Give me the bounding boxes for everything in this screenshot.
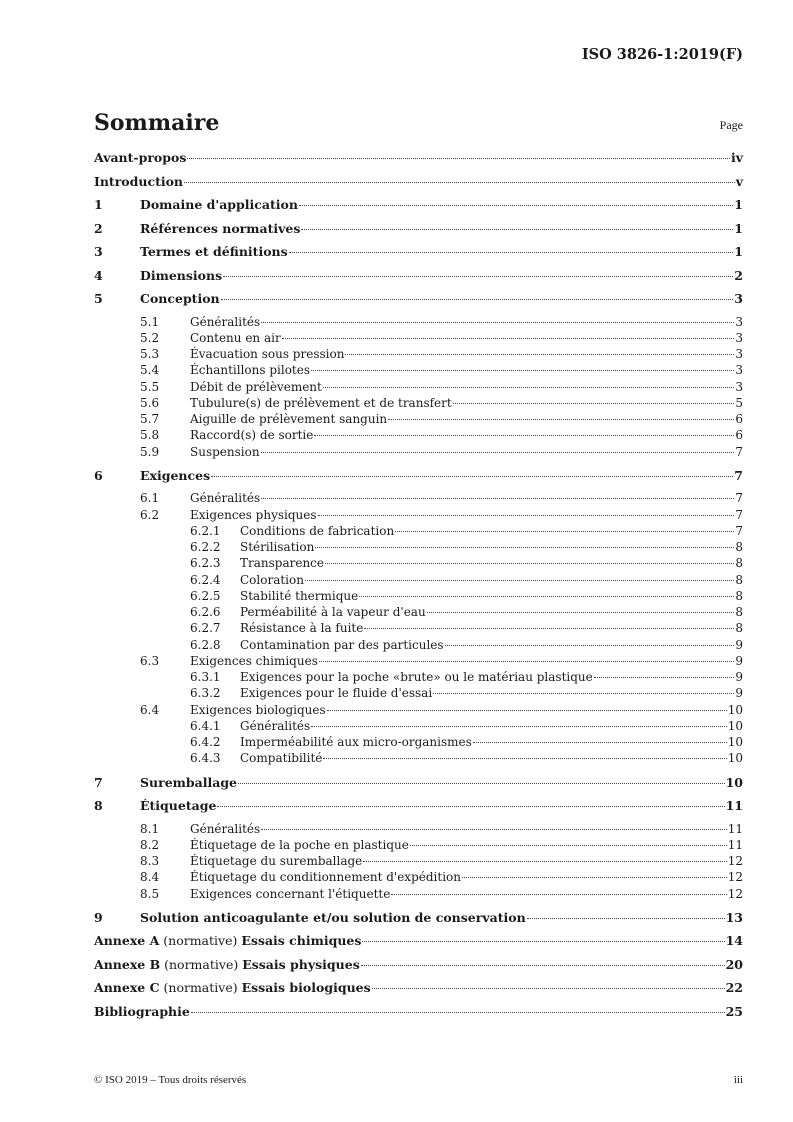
toc-entry[interactable] (94, 380, 743, 396)
toc-entry-page: 5 (735, 395, 743, 410)
toc-entry-title: Exigences concernant l'étiquette (190, 886, 391, 901)
toc-entry-title: Débit de prélèvement (190, 379, 322, 394)
dot-leader (184, 182, 735, 183)
toc-entry-page: 11 (725, 798, 743, 813)
toc-entry[interactable] (94, 396, 743, 412)
toc-entry[interactable] (94, 910, 743, 934)
dot-leader (221, 299, 734, 300)
toc-entry[interactable] (94, 221, 743, 245)
toc-entry-page: 8 (735, 572, 743, 587)
toc-entry[interactable] (94, 445, 743, 461)
toc-entry[interactable] (94, 540, 743, 556)
dot-leader (527, 918, 725, 919)
toc-entry-number: 6.2.4 (190, 572, 221, 587)
toc-entry-page: 8 (735, 540, 743, 554)
toc-entry-title: Dimensions (140, 267, 223, 283)
toc-entry-page: 6 (735, 428, 743, 443)
dot-leader (359, 596, 734, 597)
toc-entry[interactable] (94, 491, 743, 507)
toc-heading: Sommaire (94, 110, 220, 136)
toc-entry-title: Étiquetage de la poche en plastique (190, 837, 409, 852)
toc-entry-title: Termes et définitions (140, 244, 288, 259)
toc-entry-number: 8.5 (140, 886, 160, 901)
toc-entry[interactable] (94, 524, 743, 540)
dot-leader (319, 661, 735, 662)
dot-leader (211, 476, 733, 477)
toc-entry-number: 5.2 (140, 330, 160, 345)
toc-entry-title: Exigences chimiques (190, 653, 318, 668)
toc-entry-page: 3 (735, 314, 743, 329)
toc-entry[interactable] (94, 751, 743, 767)
dot-leader (364, 628, 734, 629)
toc-entry-title: Conditions de fabrication (240, 523, 395, 538)
toc-entry[interactable] (94, 887, 743, 903)
dot-leader (301, 229, 733, 230)
toc-entry-page: 7 (735, 507, 743, 522)
toc-entry-page: 3 (735, 363, 743, 378)
toc-entry[interactable] (94, 197, 743, 221)
toc-entry-page: 3 (735, 330, 743, 345)
dot-leader (395, 531, 734, 532)
toc-entry-number: 6.2.6 (190, 605, 221, 619)
toc-entry[interactable] (94, 589, 743, 605)
dot-leader (372, 988, 725, 989)
toc-entry-page: 7 (735, 491, 743, 506)
toc-entry-page: 8 (735, 556, 743, 571)
dot-leader (238, 783, 725, 784)
dot-leader (388, 419, 734, 420)
dot-leader (594, 677, 735, 678)
toc-entry-number: 6.2.8 (190, 637, 221, 652)
toc-entry[interactable] (94, 686, 743, 702)
toc-entry-number: 6.2 (140, 507, 160, 522)
toc-entry[interactable] (94, 957, 743, 981)
dot-leader (445, 645, 735, 646)
toc-entry-title: Références normatives (140, 220, 301, 236)
toc-entry-number: 9 (94, 909, 103, 925)
dot-leader (323, 758, 726, 759)
toc-entry-page: 25 (725, 1003, 743, 1019)
toc-entry-page: 9 (735, 637, 743, 652)
toc-entry[interactable] (94, 428, 743, 444)
toc-entry-title: Échantillons pilotes (190, 363, 311, 378)
toc-entry-page: 7 (735, 444, 743, 459)
toc-entry[interactable] (94, 291, 743, 315)
toc-entry-title: Exigences pour la poche «brute» ou le matériau plastique (240, 670, 593, 684)
dot-leader (191, 1012, 725, 1013)
toc-entry[interactable] (94, 150, 743, 174)
toc-entry[interactable] (94, 870, 743, 886)
dot-leader (311, 726, 727, 727)
toc-entry-page: 9 (735, 686, 743, 701)
dot-leader (327, 710, 727, 711)
toc-entry-number: 5.8 (140, 428, 160, 443)
toc-entry[interactable] (94, 174, 743, 198)
toc-entry-number: 6 (94, 467, 103, 483)
toc-entry[interactable] (94, 244, 743, 268)
toc-entry-title: Généralités (240, 718, 311, 733)
toc-entry-number: 5.4 (140, 363, 160, 378)
toc-entry-title: Introduction (94, 173, 184, 189)
toc-entry-number: 6.4.2 (190, 735, 221, 749)
dot-leader (282, 338, 735, 339)
toc-entry-number: 5.5 (140, 379, 160, 394)
toc-entry-page: 9 (735, 653, 743, 668)
dot-leader (314, 435, 734, 436)
toc-entry[interactable] (94, 508, 743, 524)
dot-leader (318, 515, 735, 516)
toc-entry-number: 8.3 (140, 854, 160, 868)
toc-entry[interactable] (94, 719, 743, 735)
annex-title: Essais chimiques (241, 933, 362, 949)
toc-entry-number: 8 (94, 798, 103, 813)
toc-entry-title: Suspension (190, 444, 260, 459)
dot-leader (299, 205, 733, 206)
toc-entry-page: 10 (725, 774, 743, 790)
toc-entry-title: Compatibilité (240, 751, 323, 766)
dot-leader (362, 941, 724, 942)
toc-entry-title: Exigences (140, 467, 211, 483)
toc-entry-number: 6.4 (140, 702, 160, 717)
annex-type-label: (normative) (159, 933, 242, 949)
toc-entry-number: 6.3 (140, 653, 160, 668)
toc-entry[interactable] (94, 347, 743, 363)
toc-entry[interactable] (94, 933, 743, 957)
toc-entry-page: 10 (727, 751, 743, 766)
dot-leader (391, 894, 726, 895)
toc-entry-number: 4 (94, 267, 103, 283)
dot-leader (311, 370, 734, 371)
toc-entry-number: 5.3 (140, 347, 160, 361)
toc-entry[interactable] (94, 654, 743, 670)
dot-leader (305, 580, 734, 581)
toc-entry[interactable] (94, 1004, 743, 1028)
annex-title: Essais biologiques (241, 980, 371, 996)
toc-entry-page: 10 (727, 735, 743, 749)
toc-entry[interactable] (94, 670, 743, 686)
toc-entry[interactable] (94, 315, 743, 331)
dot-leader (410, 845, 727, 846)
toc-entry-page: 12 (727, 854, 743, 868)
toc-entry-page: 3 (735, 379, 743, 394)
toc-entry-number: 5.1 (140, 314, 160, 329)
footer-page-number: iii (733, 1074, 743, 1086)
toc-entry[interactable] (94, 556, 743, 572)
dot-leader (361, 965, 725, 966)
toc-entry-page: 12 (727, 870, 743, 885)
toc-entry-number: 5.9 (140, 444, 160, 459)
toc-entry-page: 13 (725, 909, 743, 925)
toc-entry-title: Annexe A (normative) Essais chimiques (94, 933, 362, 949)
dot-leader (345, 354, 734, 355)
document-id: ISO 3826-1:2019(F) (581, 46, 743, 63)
toc-entry-title: Exigences biologiques (190, 702, 326, 717)
toc-entry-number: 6.3.1 (190, 670, 221, 684)
table-of-contents (94, 150, 743, 1027)
toc-entry[interactable] (94, 468, 743, 492)
dot-leader (323, 387, 735, 388)
toc-entry-page: 20 (725, 956, 743, 972)
toc-entry-number: 2 (94, 220, 103, 236)
toc-entry-page: 2 (734, 267, 743, 283)
toc-entry[interactable] (94, 331, 743, 347)
annex-type-label: (normative) (160, 956, 243, 972)
toc-entry-number: 7 (94, 774, 103, 790)
toc-entry-title: Annexe C (normative) Essais biologiques (94, 980, 371, 996)
toc-entry-page: 1 (734, 220, 743, 236)
toc-entry-number: 5.6 (140, 395, 160, 410)
dot-leader (433, 693, 734, 694)
toc-entry[interactable] (94, 775, 743, 799)
toc-entry-title: Perméabilité à la vapeur d'eau (240, 605, 426, 619)
toc-entry-title: Raccord(s) de sortie (190, 428, 314, 443)
page-column-label: Page (719, 118, 743, 132)
toc-entry-page: 8 (735, 621, 743, 636)
dot-leader (217, 806, 724, 807)
toc-entry-page: 10 (727, 702, 743, 717)
toc-entry-page: 12 (727, 886, 743, 901)
toc-entry-title: Coloration (240, 572, 304, 587)
toc-entry[interactable] (94, 854, 743, 870)
annex-type-label: (normative) (159, 980, 242, 996)
dot-leader (261, 498, 734, 499)
dot-leader (187, 158, 730, 159)
dot-leader (315, 547, 734, 548)
toc-entry-title: Transparence (240, 556, 325, 571)
toc-entry-title: Résistance à la fuite (240, 621, 364, 636)
toc-entry[interactable] (94, 573, 743, 589)
toc-entry-number: 6.4.1 (190, 718, 221, 733)
toc-entry-page: v (735, 173, 743, 189)
dot-leader (261, 452, 735, 453)
toc-entry-number: 1 (94, 197, 103, 212)
toc-entry-title: Conception (140, 291, 220, 306)
toc-entry-title: Avant-propos (94, 150, 187, 165)
toc-entry-page: 14 (725, 933, 743, 949)
toc-entry-page: 3 (734, 291, 743, 306)
annex-title: Essais physiques (242, 956, 360, 972)
toc-entry-page: 11 (727, 821, 743, 836)
dot-leader (261, 322, 734, 323)
toc-entry-number: 6.2.3 (190, 556, 221, 571)
toc-entry-title: Évacuation sous pression (190, 347, 345, 361)
toc-entry-number: 8.4 (140, 870, 160, 885)
toc-entry-title: Solution anticoagulante et/ou solution de conservation (140, 909, 526, 925)
toc-entry-title: Domaine d'application (140, 197, 298, 212)
toc-entry-title: Annexe B (normative) Essais physiques (94, 956, 360, 972)
toc-entry[interactable] (94, 363, 743, 379)
dot-leader (325, 563, 734, 564)
toc-entry[interactable] (94, 268, 743, 292)
toc-entry-page: 7 (734, 467, 743, 483)
toc-entry-number: 5 (94, 291, 103, 306)
toc-entry[interactable] (94, 621, 743, 637)
toc-entry-number: 6.2.7 (190, 621, 221, 636)
toc-entry-title: Contenu en air (190, 330, 281, 345)
dot-leader (223, 276, 733, 277)
toc-entry-title: Stérilisation (240, 540, 315, 554)
footer-copyright: © ISO 2019 – Tous droits réservés (94, 1074, 247, 1086)
dot-leader (453, 403, 735, 404)
toc-entry[interactable] (94, 412, 743, 428)
toc-entry-title: Stabilité thermique (240, 588, 359, 603)
toc-entry[interactable] (94, 980, 743, 1004)
dot-leader (427, 612, 735, 613)
toc-entry[interactable] (94, 822, 743, 838)
toc-entry-page: 10 (727, 718, 743, 733)
toc-entry[interactable] (94, 798, 743, 822)
toc-entry-number: 6.2.2 (190, 540, 221, 554)
dot-leader (261, 829, 727, 830)
toc-entry-number: 8.2 (140, 837, 160, 852)
toc-entry-number: 5.7 (140, 412, 160, 426)
toc-entry-title: Exigences physiques (190, 507, 317, 522)
dot-leader (363, 861, 726, 862)
toc-entry-title: Étiquetage du conditionnement d'expédition (190, 870, 461, 885)
toc-entry-title: Aiguille de prélèvement sanguin (190, 412, 388, 426)
toc-entry-page: 1 (734, 244, 743, 259)
dot-leader (473, 742, 727, 743)
toc-entry-title: Contamination par des particules (240, 637, 444, 652)
toc-entry[interactable] (94, 638, 743, 654)
toc-entry-page: 9 (735, 670, 743, 684)
toc-entry-number: 6.3.2 (190, 686, 221, 701)
toc-entry-page: 3 (735, 347, 743, 361)
toc-entry-title: Étiquetage du suremballage (190, 854, 363, 868)
dot-leader (462, 877, 727, 878)
toc-entry-number: 6.4.3 (190, 751, 221, 766)
toc-entry[interactable] (94, 838, 743, 854)
toc-entry-title: Tubulure(s) de prélèvement et de transfert (190, 395, 452, 410)
toc-entry-title: Exigences pour le fluide d'essai (240, 686, 433, 701)
toc-entry-title: Généralités (190, 314, 261, 329)
toc-entry-title: Étiquetage (140, 798, 217, 813)
toc-entry-page: 22 (725, 980, 743, 996)
toc-entry-number: 6.2.5 (190, 588, 221, 603)
toc-entry-title: Généralités (190, 491, 261, 506)
toc-entry-page: 1 (734, 197, 743, 212)
toc-entry-page: 7 (735, 523, 743, 538)
toc-entry-number: 6.2.1 (190, 523, 221, 538)
toc-entry[interactable] (94, 605, 743, 621)
toc-entry-page: 6 (735, 412, 743, 426)
dot-leader (289, 252, 734, 253)
toc-entry-title: Bibliographie (94, 1003, 190, 1019)
toc-entry-number: 8.1 (140, 821, 160, 836)
toc-entry-number: 3 (94, 244, 103, 259)
toc-entry-title: Imperméabilité aux micro-organismes (240, 735, 472, 749)
toc-entry-title: Suremballage (140, 774, 238, 790)
toc-entry-number: 6.1 (140, 491, 160, 506)
toc-entry[interactable] (94, 735, 743, 751)
toc-entry-page: iv (730, 150, 743, 165)
toc-entry-page: 8 (735, 605, 743, 619)
toc-entry[interactable] (94, 703, 743, 719)
toc-entry-title: Généralités (190, 821, 261, 836)
toc-entry-page: 11 (727, 837, 743, 852)
toc-entry-page: 8 (735, 588, 743, 603)
